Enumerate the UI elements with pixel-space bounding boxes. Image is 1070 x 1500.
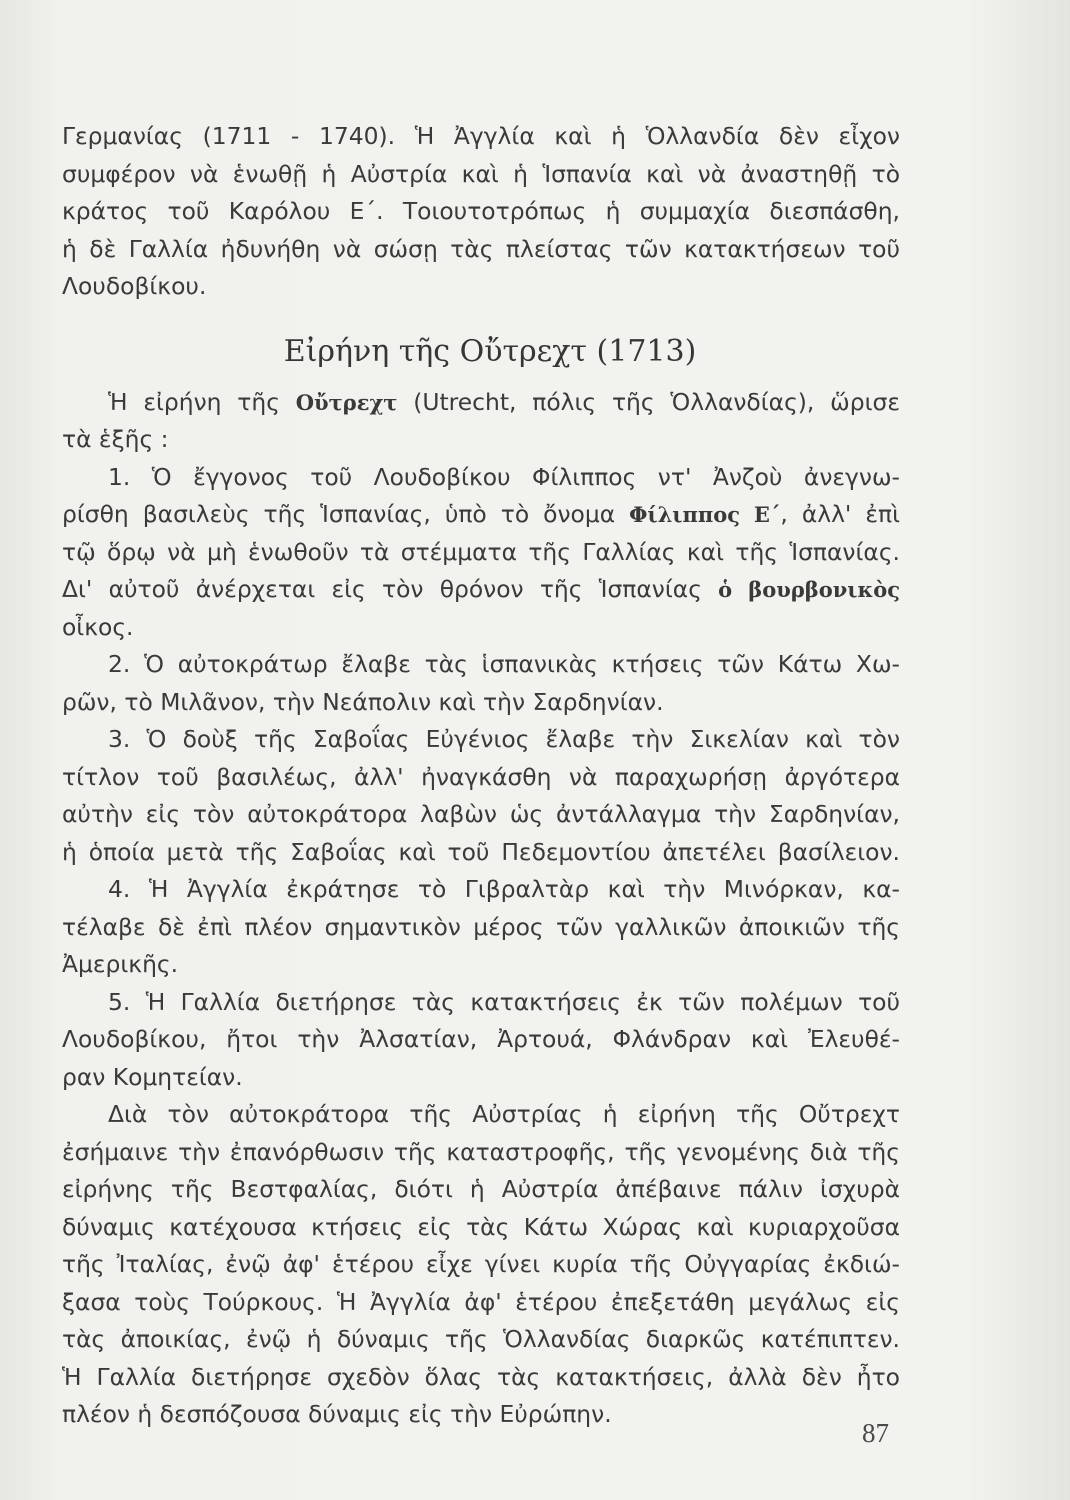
text-line: 5. Ἡ Γαλλία διετήρησε τὰς κατακτήσεις ἐκ τῶν πολέμων τοῦ <box>108 987 900 1016</box>
text-line: Ἡ εἰρήνη τῆς Οὔτρεχτ (Utrecht, πόλις τῆς Ὁλλανδίας), ὥρισε <box>108 387 900 416</box>
text-line: Λουδοβίκου. <box>62 272 207 300</box>
text-line: εἰρήνης τῆς Βεστφαλίας, διότι ἡ Αὐστρία ἀπέβαινε πάλιν ἰσχυρὰ <box>62 1175 900 1203</box>
text-line: ραν Κομητείαν. <box>62 1062 243 1091</box>
text-line: Γερμανίας (1711 - 1740). Ἡ Ἀγγλία καὶ ἡ Ὁλλανδία δὲν εἶχον <box>62 122 900 150</box>
text-line: 4. Ἡ Ἀγγλία ἐκράτησε τὸ Γιβραλτὰρ καὶ τὴν Μινόρκαν, κα- <box>108 875 900 903</box>
text-line: ξασα τοὺς Τούρκους. Ἡ Ἀγγλία ἀφ' ἑτέρου ἐπεξετάθη μεγάλως εἰς <box>62 1287 900 1316</box>
text-line: 1. Ὁ ἔγγονος τοῦ Λουδοβίκου Φίλιππος ντ' Ἀνζοὺ ἀνεγνω- <box>108 462 900 491</box>
text-line: τῷ ὅρῳ νὰ μὴ ἑνωθοῦν τὰ στέμματα τῆς Γαλλίας καὶ τῆς Ἱσπανίας. <box>62 537 900 566</box>
text-line: ἐσήμαινε τὴν ἐπανόρθωσιν τῆς καταστροφῆς, τῆς γενομένης διὰ τῆς <box>62 1137 900 1166</box>
bold-term: ὁ βουρβονικὸς <box>718 577 900 602</box>
text-line: Λουδοβίκου, ἤτοι τὴν Ἀλσατίαν, Ἀρτουά, Φλάνδραν καὶ Ἐλευθέ- <box>62 1025 900 1053</box>
text-line: Δι' αὐτοῦ ἀνέρχεται εἰς τὸν θρόνον τῆς Ἱσπανίας ὁ βουρβονικὸς <box>62 575 900 603</box>
page-number: 87 <box>862 1418 889 1448</box>
text-line: Ἡ Γαλλία διετήρησε σχεδὸν ὅλας τὰς κατακτήσεις, ἀλλὰ δὲν ἦτο <box>62 1362 900 1391</box>
list-item <box>62 984 900 1097</box>
text-line: ἡ ὁποία μετὰ τῆς Σαβοΐας καὶ τοῦ Πεδεμοντίου ἀπετέλει βασίλειον. <box>62 837 900 866</box>
text-line: 2. Ὁ αὐτοκράτωρ ἔλαβε τὰς ἱσπανικὰς κτήσεις τῶν Κάτω Χω- <box>108 650 900 678</box>
list-item <box>62 459 900 647</box>
paragraph-conclusion <box>62 1096 900 1434</box>
text-line: Ἀμερικῆς. <box>62 950 179 978</box>
paragraph-intro <box>62 118 900 306</box>
text-line: Διὰ τὸν αὐτοκράτορα τῆς Αὐστρίας ἡ εἰρήνη τῆς Οὔτρεχτ <box>108 1100 900 1128</box>
bold-term: Οὔτρεχτ <box>295 389 398 415</box>
text-line: τίτλον τοῦ βασιλέως, ἀλλ' ἠναγκάσθη νὰ παραχωρήσῃ ἀργότερα <box>62 762 900 791</box>
bold-term: Φίλιππος Ε΄ <box>629 502 781 527</box>
text-line: τὰ ἑξῆς : <box>62 425 169 453</box>
list-item <box>62 721 900 871</box>
text-line: τὰς ἀποικίας, ἐνῷ ἡ δύναμις τῆς Ὁλλανδίας διαρκῶς κατέπιπτεν. <box>62 1325 900 1353</box>
text-line: συμφέρον νὰ ἑνωθῇ ἡ Αὐστρία καὶ ἡ Ἱσπανία καὶ νὰ ἀναστηθῇ τὸ <box>62 159 900 188</box>
text-line: αὐτὴν εἰς τὸν αὐτοκράτορα λαβὼν ὡς ἀντάλλαγμα τὴν Σαρδηνίαν, <box>62 800 900 828</box>
text-line: ρίσθη βασιλεὺς τῆς Ἱσπανίας, ὑπὸ τὸ ὄνομα Φίλιππος Ε΄, ἀλλ' ἐπὶ <box>62 500 900 528</box>
page-text <box>62 118 900 1434</box>
list-item <box>62 871 900 984</box>
text-line: ρῶν, τὸ Μιλᾶνον, τὴν Νεάπολιν καὶ τὴν Σαρδηνίαν. <box>62 687 664 716</box>
text-line: οἶκος. <box>62 612 134 641</box>
text-line: τέλαβε δὲ ἐπὶ πλέον σημαντικὸν μέρος τῶν γαλλικῶν ἀποικιῶν τῆς <box>62 912 900 941</box>
text-line: κράτος τοῦ Καρόλου Ε΄. Τοιουτοτρόπως ἡ συμμαχία διεσπάσθη, <box>62 197 900 225</box>
section-heading: Εἰρήνη τῆς Οὔτρεχτ (1713) <box>283 333 697 369</box>
text-line: ἡ δὲ Γαλλία ἠδυνήθη νὰ σώσῃ τὰς πλείστας τῶν κατακτήσεων τοῦ <box>62 234 900 263</box>
text-line: πλέον ἡ δεσπόζουσα δύναμις εἰς τὴν Εὐρώπην. <box>62 1400 612 1428</box>
text-line: 3. Ὁ δοὺξ τῆς Σαβοΐας Εὐγένιος ἔλαβε τὴν Σικελίαν καὶ τὸν <box>108 725 900 753</box>
paragraph-treaty <box>62 384 900 459</box>
text-line: δύναμις κατέχουσα κτήσεις εἰς τὰς Κάτω Χώρας καὶ κυριαρχοῦσα <box>62 1212 900 1241</box>
list-item <box>62 646 900 721</box>
text-line: τῆς Ἰταλίας, ἐνῷ ἀφ' ἑτέρου εἶχε γίνει κυρία τῆς Οὐγγαρίας ἐκδιώ- <box>62 1250 900 1278</box>
